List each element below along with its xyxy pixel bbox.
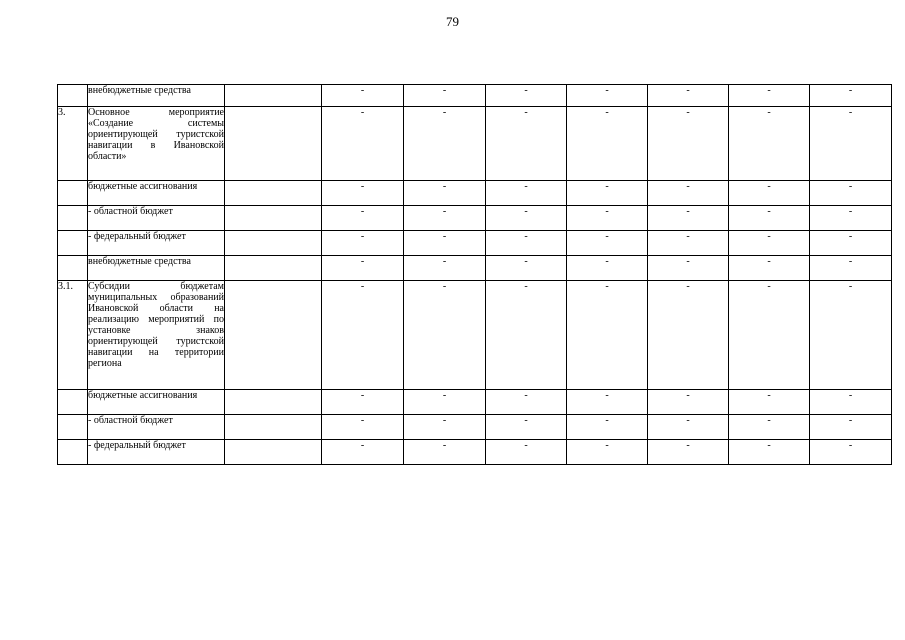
value-cell: - [648, 281, 729, 390]
value-cell: - [322, 440, 404, 465]
empty-cell [225, 256, 322, 281]
value-cell: - [567, 390, 648, 415]
value-cell: - [404, 85, 486, 107]
value-cell: - [810, 390, 892, 415]
value-cell: - [567, 85, 648, 107]
item-name-cell: внебюджетные средства [88, 85, 225, 107]
empty-cell [225, 415, 322, 440]
table-row [58, 206, 892, 231]
value-cell: - [729, 85, 810, 107]
value-cell: - [810, 256, 892, 281]
value-cell: - [404, 390, 486, 415]
table-row [58, 440, 892, 465]
value-cell: - [810, 206, 892, 231]
value-cell: - [567, 281, 648, 390]
value-cell: - [404, 181, 486, 206]
empty-cell [225, 181, 322, 206]
value-cell: - [486, 415, 567, 440]
value-cell: - [648, 415, 729, 440]
value-cell: - [729, 231, 810, 256]
row-number-cell: 3.1. [58, 281, 88, 390]
value-cell: - [567, 256, 648, 281]
value-cell: - [322, 415, 404, 440]
value-cell: - [648, 440, 729, 465]
item-name-cell: внебюджетные средства [88, 256, 225, 281]
row-number-cell [58, 231, 88, 256]
row-number-cell [58, 256, 88, 281]
row-number-cell [58, 415, 88, 440]
value-cell: - [404, 440, 486, 465]
value-cell: - [322, 206, 404, 231]
value-cell: - [729, 206, 810, 231]
value-cell: - [322, 107, 404, 181]
empty-cell [225, 107, 322, 181]
value-cell: - [648, 85, 729, 107]
value-cell: - [729, 415, 810, 440]
table-body [58, 85, 892, 465]
table-row [58, 281, 892, 390]
value-cell: - [648, 256, 729, 281]
value-cell: - [404, 206, 486, 231]
item-name-cell: бюджетные ассигнования [88, 390, 225, 415]
value-cell: - [486, 85, 567, 107]
value-cell: - [322, 390, 404, 415]
value-cell: - [567, 415, 648, 440]
value-cell: - [648, 181, 729, 206]
table-row [58, 181, 892, 206]
value-cell: - [567, 440, 648, 465]
value-cell: - [404, 281, 486, 390]
table-row [58, 415, 892, 440]
row-number-cell [58, 440, 88, 465]
value-cell: - [486, 107, 567, 181]
value-cell: - [729, 390, 810, 415]
value-cell: - [729, 440, 810, 465]
value-cell: - [404, 256, 486, 281]
empty-cell [225, 85, 322, 107]
value-cell: - [486, 390, 567, 415]
item-name-cell: - областной бюджет [88, 415, 225, 440]
row-number-cell [58, 85, 88, 107]
value-cell: - [810, 440, 892, 465]
value-cell: - [648, 107, 729, 181]
value-cell: - [486, 231, 567, 256]
value-cell: - [648, 390, 729, 415]
value-cell: - [648, 231, 729, 256]
value-cell: - [404, 415, 486, 440]
empty-cell [225, 440, 322, 465]
value-cell: - [729, 256, 810, 281]
empty-cell [225, 206, 322, 231]
item-name-cell: - федеральный бюджет [88, 231, 225, 256]
table-row [58, 107, 892, 181]
budget-table [57, 84, 892, 465]
value-cell: - [810, 231, 892, 256]
empty-cell [225, 281, 322, 390]
value-cell: - [810, 181, 892, 206]
row-number-cell [58, 390, 88, 415]
value-cell: - [810, 415, 892, 440]
item-name-cell: - федеральный бюджет [88, 440, 225, 465]
table-row [58, 231, 892, 256]
row-number-cell [58, 181, 88, 206]
value-cell: - [648, 206, 729, 231]
value-cell: - [404, 231, 486, 256]
item-name-cell: - областной бюджет [88, 206, 225, 231]
item-name-cell: Основное мероприятие «Создание системы ориентирующей туристской навигации в Ивановской области» [88, 107, 225, 181]
value-cell: - [567, 181, 648, 206]
value-cell: - [322, 231, 404, 256]
value-cell: - [486, 206, 567, 231]
value-cell: - [322, 85, 404, 107]
value-cell: - [810, 281, 892, 390]
table-row [58, 256, 892, 281]
page-number: 79 [446, 14, 459, 29]
table-row [58, 85, 892, 107]
value-cell: - [729, 281, 810, 390]
value-cell: - [404, 107, 486, 181]
value-cell: - [322, 281, 404, 390]
value-cell: - [729, 181, 810, 206]
empty-cell [225, 390, 322, 415]
value-cell: - [567, 107, 648, 181]
value-cell: - [729, 107, 810, 181]
value-cell: - [486, 281, 567, 390]
value-cell: - [810, 107, 892, 181]
value-cell: - [486, 256, 567, 281]
value-cell: - [486, 181, 567, 206]
value-cell: - [567, 206, 648, 231]
value-cell: - [810, 85, 892, 107]
item-name-cell: Субсидии бюджетам муниципальных образований Ивановской области на реализацию мероприятий по установке знаков ориентирующей туристской навигации на территории региона [88, 281, 225, 390]
value-cell: - [322, 256, 404, 281]
table-row [58, 390, 892, 415]
value-cell: - [486, 440, 567, 465]
value-cell: - [322, 181, 404, 206]
row-number-cell: 3. [58, 107, 88, 181]
item-name-cell: бюджетные ассигнования [88, 181, 225, 206]
value-cell: - [567, 231, 648, 256]
row-number-cell [58, 206, 88, 231]
empty-cell [225, 231, 322, 256]
